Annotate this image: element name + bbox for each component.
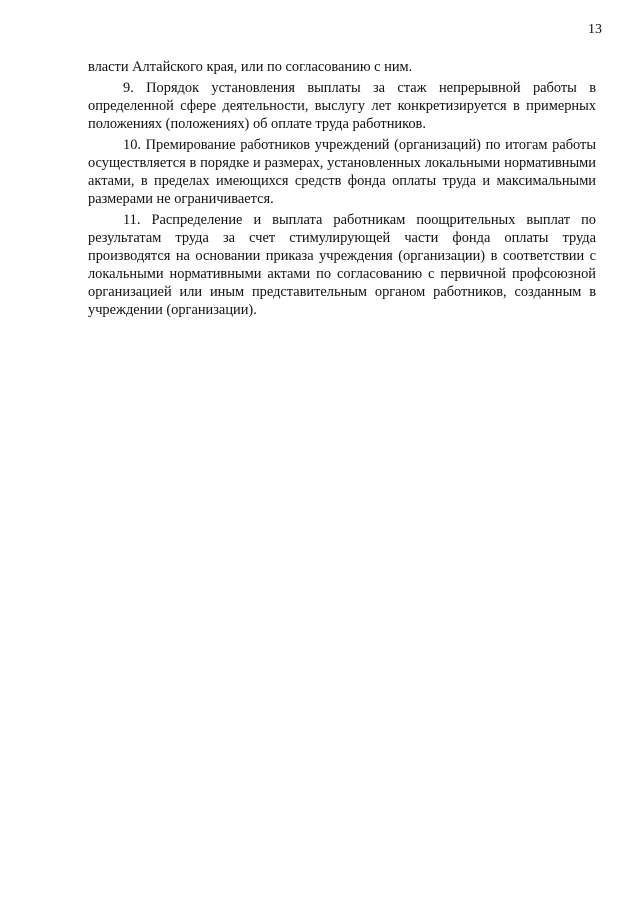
- paragraph-11: 11. Распределение и выплата работникам поощрительных выплат по результатам труда за счет стимулирующей части фонда оплаты труда производятся на основании приказа учреждения (организации) в соответствии с локальными нормативными актами по согласованию с первичной профсоюзной организацией или иным представительным органом работников, созданным в учреждении (организации).: [88, 212, 596, 318]
- paragraph-continuation: власти Алтайского края, или по согласованию с ним.: [88, 59, 413, 75]
- page-number: 13: [588, 22, 602, 37]
- paragraph-10: 10. Премирование работников учреждений (организаций) по итогам работы осуществляется в порядке и размерах, установленных локальными нормативными актами, в пределах имеющихся средств фонда оплаты труда и максимальными размерами не ограничивается.: [88, 137, 596, 207]
- paragraph-9: 9. Порядок установления выплаты за стаж непрерывной работы в определенной сфере деятельности, выслугу лет конкретизируется в примерных положениях (положениях) об оплате труда работников.: [88, 80, 596, 132]
- document-body: [88, 58, 596, 319]
